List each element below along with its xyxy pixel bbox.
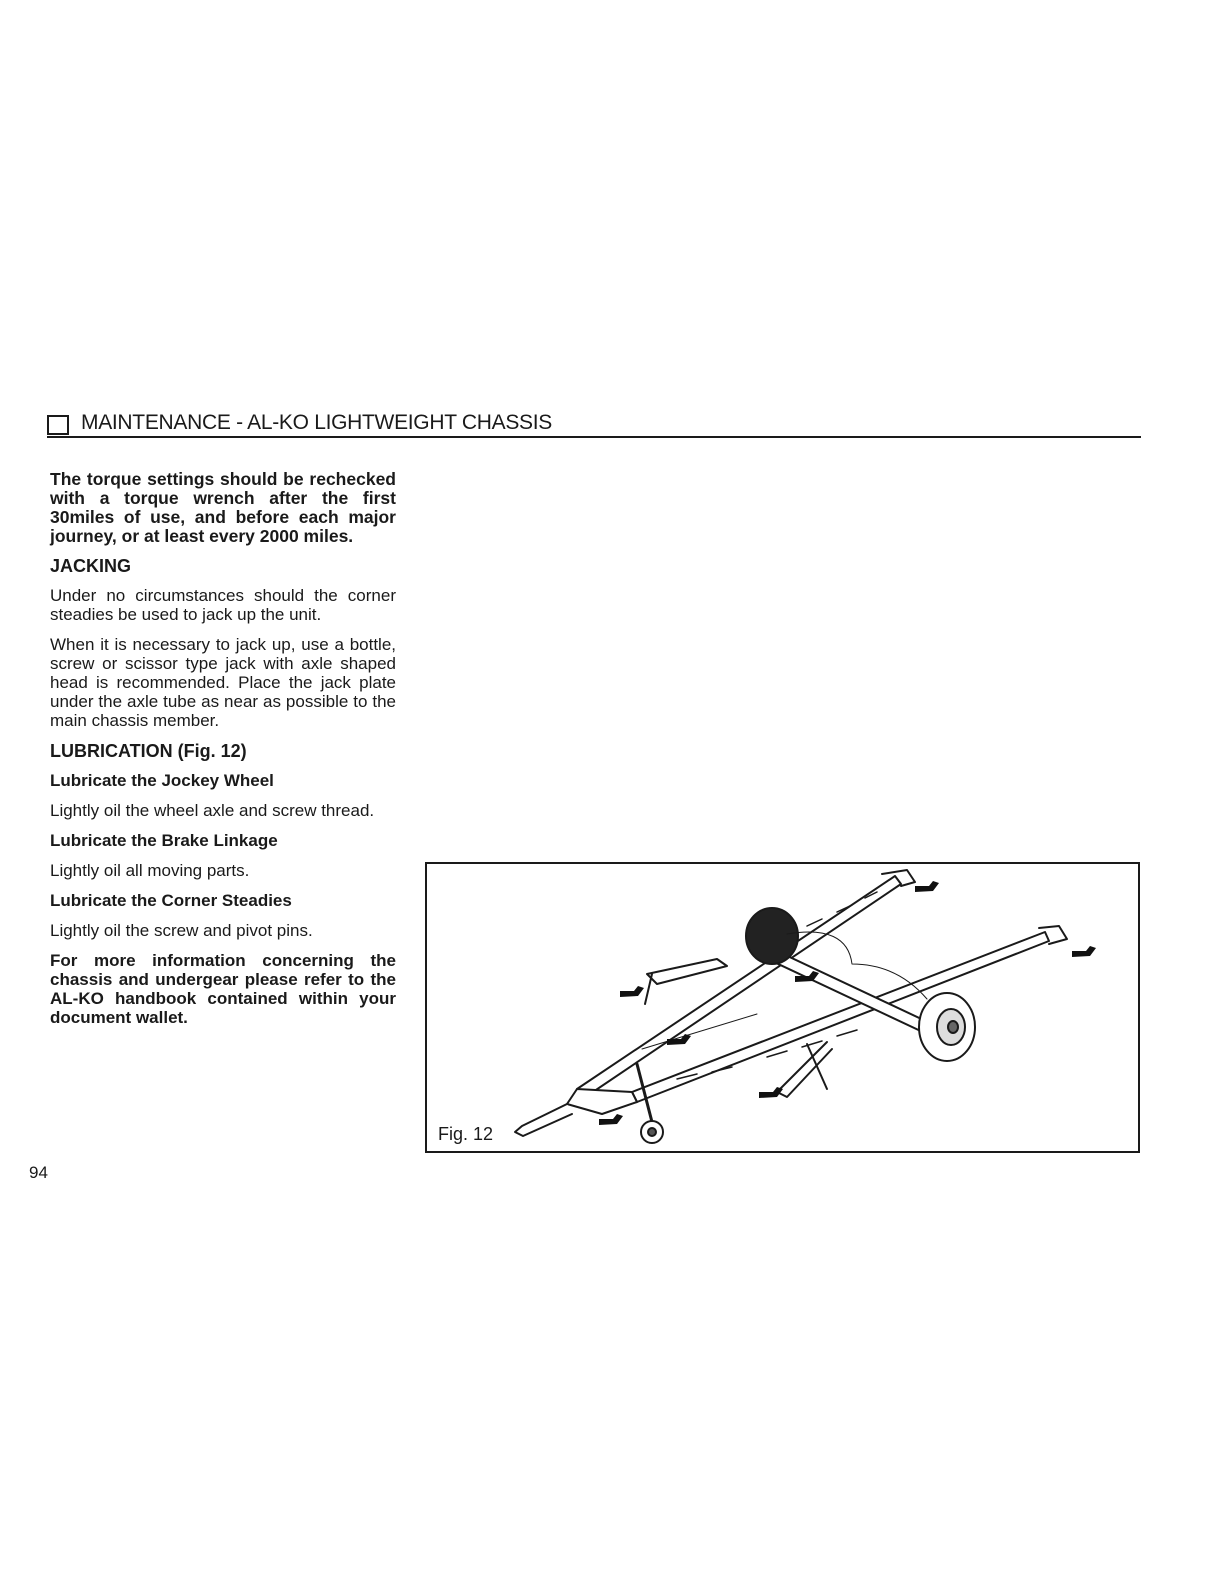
lubrication-heading: LUBRICATION (Fig. 12) — [50, 741, 247, 761]
torque-note: The torque settings should be rechecked with a torque wrench after the first 30miles of use, and before each major journey, or at least every 2000 miles. — [50, 469, 396, 546]
page-number: 94 — [29, 1163, 48, 1182]
more-info-note: For more information concerning the chassis and undergear please refer to the AL-KO handbook contained within your document wallet. — [50, 951, 396, 1027]
jacking-heading: JACKING — [50, 556, 132, 576]
section-title: MAINTENANCE - AL-KO LIGHTWEIGHT CHASSIS — [81, 411, 552, 434]
jacking-paragraph-1: Under no circumstances should the corner steadies be used to jack up the unit. — [50, 586, 396, 624]
checkbox-square-icon — [47, 415, 69, 435]
trailer-chassis-illustration — [427, 864, 1138, 1151]
figure-12 — [425, 862, 1140, 1153]
corner-steadies-heading: Lubricate the Corner Steadies — [50, 891, 292, 910]
figure-caption: Fig. 12 — [438, 1124, 494, 1144]
jockey-wheel-text: Lightly oil the wheel axle and screw thread. — [50, 801, 375, 820]
text-column — [50, 470, 396, 1037]
section-header — [47, 410, 1141, 438]
corner-steadies-text: Lightly oil the screw and pivot pins. — [50, 921, 313, 940]
brake-linkage-heading: Lubricate the Brake Linkage — [50, 831, 278, 850]
jacking-paragraph-2: When it is necessary to jack up, use a bottle, screw or scissor type jack with axle shaped head is recommended. Place the jack plate under the axle tube as near as possible to the main chassis member. — [50, 635, 396, 730]
jockey-wheel-heading: Lubricate the Jockey Wheel — [50, 771, 274, 790]
brake-linkage-text: Lightly oil all moving parts. — [50, 861, 250, 880]
